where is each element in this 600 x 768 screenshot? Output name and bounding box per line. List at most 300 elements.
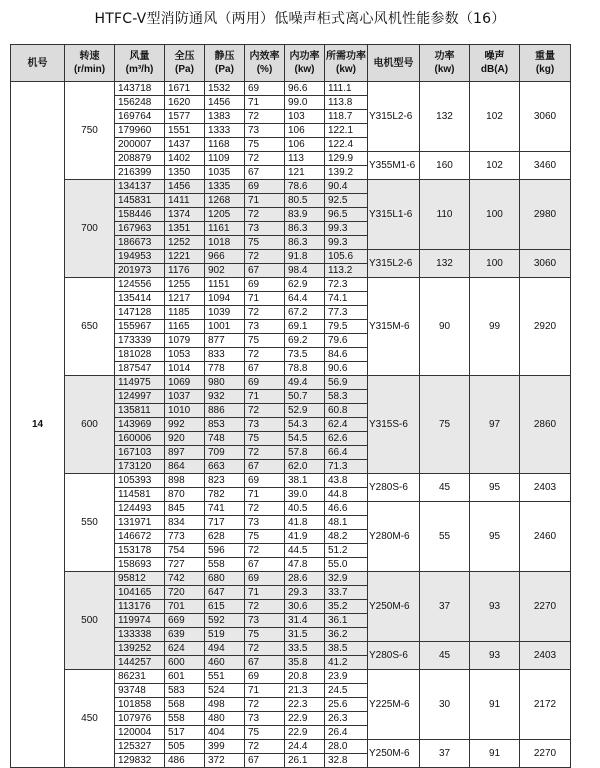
noise-cell: 102 <box>470 152 520 180</box>
internal-efficiency-cell: 67 <box>245 460 285 474</box>
static-pressure-cell: 519 <box>205 628 245 642</box>
internal-efficiency-cell: 73 <box>245 320 285 334</box>
motor-power-cell: 132 <box>420 250 470 278</box>
noise-cell: 91 <box>470 740 520 768</box>
required-power-cell: 113.2 <box>325 264 368 278</box>
internal-efficiency-cell: 72 <box>245 404 285 418</box>
motor-model-cell: Y355M1-6 <box>368 152 420 180</box>
internal-power-cell: 54.5 <box>285 432 325 446</box>
internal-efficiency-cell: 71 <box>245 586 285 600</box>
required-power-cell: 90.6 <box>325 362 368 376</box>
static-pressure-cell: 877 <box>205 334 245 348</box>
total-pressure-cell: 1456 <box>165 180 205 194</box>
static-pressure-cell: 399 <box>205 740 245 754</box>
internal-efficiency-cell: 75 <box>245 628 285 642</box>
static-pressure-cell: 1109 <box>205 152 245 166</box>
internal-power-cell: 20.8 <box>285 670 325 684</box>
airflow-cell: 113176 <box>115 600 165 614</box>
required-power-cell: 26.3 <box>325 712 368 726</box>
total-pressure-cell: 1069 <box>165 376 205 390</box>
total-pressure-cell: 898 <box>165 474 205 488</box>
required-power-cell: 36.2 <box>325 628 368 642</box>
required-power-cell: 48.1 <box>325 516 368 530</box>
required-power-cell: 36.1 <box>325 614 368 628</box>
static-pressure-cell: 1168 <box>205 138 245 152</box>
header-internal-efficiency: 内效率 (%) <box>245 45 285 82</box>
required-power-cell: 35.2 <box>325 600 368 614</box>
static-pressure-cell: 592 <box>205 614 245 628</box>
airflow-cell: 104165 <box>115 586 165 600</box>
static-pressure-cell: 1001 <box>205 320 245 334</box>
required-power-cell: 118.7 <box>325 110 368 124</box>
required-power-cell: 96.5 <box>325 208 368 222</box>
airflow-cell: 186673 <box>115 236 165 250</box>
internal-efficiency-cell: 69 <box>245 278 285 292</box>
airflow-cell: 135414 <box>115 292 165 306</box>
internal-efficiency-cell: 73 <box>245 516 285 530</box>
required-power-cell: 99.3 <box>325 236 368 250</box>
static-pressure-cell: 1268 <box>205 194 245 208</box>
internal-power-cell: 121 <box>285 166 325 180</box>
airflow-cell: 167963 <box>115 222 165 236</box>
motor-power-cell: 37 <box>420 740 470 768</box>
internal-efficiency-cell: 72 <box>245 110 285 124</box>
internal-power-cell: 96.6 <box>285 82 325 96</box>
internal-efficiency-cell: 75 <box>245 530 285 544</box>
static-pressure-cell: 1333 <box>205 124 245 138</box>
airflow-cell: 145831 <box>115 194 165 208</box>
header-noise: 噪声 dB(A) <box>470 45 520 82</box>
internal-power-cell: 78.6 <box>285 180 325 194</box>
internal-efficiency-cell: 72 <box>245 642 285 656</box>
total-pressure-cell: 558 <box>165 712 205 726</box>
total-pressure-cell: 754 <box>165 544 205 558</box>
static-pressure-cell: 680 <box>205 572 245 586</box>
total-pressure-cell: 1221 <box>165 250 205 264</box>
static-pressure-cell: 853 <box>205 418 245 432</box>
static-pressure-cell: 709 <box>205 446 245 460</box>
required-power-cell: 113.8 <box>325 96 368 110</box>
weight-cell: 3060 <box>520 82 571 152</box>
internal-power-cell: 54.3 <box>285 418 325 432</box>
internal-efficiency-cell: 72 <box>245 446 285 460</box>
noise-cell: 93 <box>470 642 520 670</box>
speed-cell: 550 <box>65 474 115 572</box>
motor-power-cell: 45 <box>420 474 470 502</box>
table-row <box>11 180 571 194</box>
static-pressure-cell: 778 <box>205 362 245 376</box>
internal-power-cell: 69.2 <box>285 334 325 348</box>
required-power-cell: 105.6 <box>325 250 368 264</box>
airflow-cell: 173339 <box>115 334 165 348</box>
airflow-cell: 144257 <box>115 656 165 670</box>
header-required-power: 所需功率 (kw) <box>325 45 368 82</box>
internal-efficiency-cell: 72 <box>245 208 285 222</box>
total-pressure-cell: 1411 <box>165 194 205 208</box>
airflow-cell: 146672 <box>115 530 165 544</box>
airflow-cell: 156248 <box>115 96 165 110</box>
table-row <box>11 572 571 586</box>
airflow-cell: 107976 <box>115 712 165 726</box>
airflow-cell: 173120 <box>115 460 165 474</box>
static-pressure-cell: 1383 <box>205 110 245 124</box>
motor-power-cell: 160 <box>420 152 470 180</box>
airflow-cell: 129832 <box>115 754 165 768</box>
airflow-cell: 155967 <box>115 320 165 334</box>
airflow-cell: 153178 <box>115 544 165 558</box>
required-power-cell: 62.4 <box>325 418 368 432</box>
page-title: HTFC-V型消防通风（两用）低噪声柜式离心风机性能参数（16） <box>94 11 506 27</box>
internal-power-cell: 57.8 <box>285 446 325 460</box>
internal-power-cell: 106 <box>285 124 325 138</box>
required-power-cell: 129.9 <box>325 152 368 166</box>
table-row <box>11 474 571 488</box>
required-power-cell: 74.1 <box>325 292 368 306</box>
speed-cell: 650 <box>65 278 115 376</box>
airflow-cell: 119974 <box>115 614 165 628</box>
required-power-cell: 58.3 <box>325 390 368 404</box>
airflow-cell: 167103 <box>115 446 165 460</box>
total-pressure-cell: 897 <box>165 446 205 460</box>
total-pressure-cell: 845 <box>165 502 205 516</box>
internal-efficiency-cell: 67 <box>245 656 285 670</box>
internal-power-cell: 28.6 <box>285 572 325 586</box>
internal-efficiency-cell: 72 <box>245 348 285 362</box>
motor-model-cell: Y315L1-6 <box>368 180 420 250</box>
internal-power-cell: 67.2 <box>285 306 325 320</box>
airflow-cell: 169764 <box>115 110 165 124</box>
total-pressure-cell: 1551 <box>165 124 205 138</box>
airflow-cell: 114581 <box>115 488 165 502</box>
total-pressure-cell: 1165 <box>165 320 205 334</box>
weight-cell: 2860 <box>520 376 571 474</box>
airflow-cell: 134137 <box>115 180 165 194</box>
airflow-cell: 179960 <box>115 124 165 138</box>
internal-power-cell: 73.5 <box>285 348 325 362</box>
internal-power-cell: 24.4 <box>285 740 325 754</box>
internal-power-cell: 41.8 <box>285 516 325 530</box>
total-pressure-cell: 1010 <box>165 404 205 418</box>
motor-power-cell: 55 <box>420 502 470 572</box>
internal-efficiency-cell: 75 <box>245 726 285 740</box>
internal-power-cell: 47.8 <box>285 558 325 572</box>
total-pressure-cell: 992 <box>165 418 205 432</box>
internal-efficiency-cell: 71 <box>245 488 285 502</box>
internal-power-cell: 98.4 <box>285 264 325 278</box>
header-airflow: 风量 (m³/h) <box>115 45 165 82</box>
weight-cell: 2403 <box>520 642 571 670</box>
required-power-cell: 62.6 <box>325 432 368 446</box>
airflow-cell: 187547 <box>115 362 165 376</box>
speed-cell: 750 <box>65 82 115 180</box>
required-power-cell: 66.4 <box>325 446 368 460</box>
internal-efficiency-cell: 72 <box>245 502 285 516</box>
motor-power-cell: 110 <box>420 180 470 250</box>
static-pressure-cell: 1161 <box>205 222 245 236</box>
motor-power-cell: 45 <box>420 642 470 670</box>
internal-efficiency-cell: 72 <box>245 740 285 754</box>
total-pressure-cell: 834 <box>165 516 205 530</box>
static-pressure-cell: 1532 <box>205 82 245 96</box>
total-pressure-cell: 864 <box>165 460 205 474</box>
noise-cell: 95 <box>470 474 520 502</box>
total-pressure-cell: 1037 <box>165 390 205 404</box>
internal-power-cell: 69.1 <box>285 320 325 334</box>
internal-power-cell: 44.5 <box>285 544 325 558</box>
motor-model-cell: Y280S-6 <box>368 474 420 502</box>
speed-cell: 500 <box>65 572 115 670</box>
required-power-cell: 122.1 <box>325 124 368 138</box>
internal-power-cell: 50.7 <box>285 390 325 404</box>
static-pressure-cell: 1094 <box>205 292 245 306</box>
airflow-cell: 160006 <box>115 432 165 446</box>
internal-power-cell: 22.9 <box>285 726 325 740</box>
static-pressure-cell: 932 <box>205 390 245 404</box>
internal-power-cell: 113 <box>285 152 325 166</box>
airflow-cell: 86231 <box>115 670 165 684</box>
internal-power-cell: 86.3 <box>285 236 325 250</box>
static-pressure-cell: 782 <box>205 488 245 502</box>
internal-efficiency-cell: 72 <box>245 544 285 558</box>
required-power-cell: 72.3 <box>325 278 368 292</box>
weight-cell: 2270 <box>520 572 571 642</box>
weight-cell: 2403 <box>520 474 571 502</box>
total-pressure-cell: 1374 <box>165 208 205 222</box>
required-power-cell: 84.6 <box>325 348 368 362</box>
static-pressure-cell: 966 <box>205 250 245 264</box>
required-power-cell: 99.3 <box>325 222 368 236</box>
internal-power-cell: 40.5 <box>285 502 325 516</box>
internal-efficiency-cell: 73 <box>245 124 285 138</box>
internal-efficiency-cell: 75 <box>245 334 285 348</box>
static-pressure-cell: 494 <box>205 642 245 656</box>
motor-power-cell: 132 <box>420 82 470 152</box>
table-row <box>11 376 571 390</box>
internal-power-cell: 35.8 <box>285 656 325 670</box>
airflow-cell: 93748 <box>115 684 165 698</box>
airflow-cell: 208879 <box>115 152 165 166</box>
total-pressure-cell: 1079 <box>165 334 205 348</box>
total-pressure-cell: 1402 <box>165 152 205 166</box>
speed-cell: 600 <box>65 376 115 474</box>
airflow-cell: 105393 <box>115 474 165 488</box>
total-pressure-cell: 742 <box>165 572 205 586</box>
required-power-cell: 33.7 <box>325 586 368 600</box>
total-pressure-cell: 720 <box>165 586 205 600</box>
airflow-cell: 158446 <box>115 208 165 222</box>
internal-power-cell: 29.3 <box>285 586 325 600</box>
required-power-cell: 51.2 <box>325 544 368 558</box>
header-weight: 重量 (kg) <box>520 45 571 82</box>
motor-model-cell: Y315M-6 <box>368 278 420 376</box>
airflow-cell: 124556 <box>115 278 165 292</box>
required-power-cell: 79.5 <box>325 320 368 334</box>
motor-model-cell: Y280M-6 <box>368 502 420 572</box>
airflow-cell: 131971 <box>115 516 165 530</box>
total-pressure-cell: 870 <box>165 488 205 502</box>
static-pressure-cell: 1039 <box>205 306 245 320</box>
airflow-cell: 139252 <box>115 642 165 656</box>
total-pressure-cell: 1350 <box>165 166 205 180</box>
static-pressure-cell: 1335 <box>205 180 245 194</box>
total-pressure-cell: 1577 <box>165 110 205 124</box>
internal-power-cell: 22.3 <box>285 698 325 712</box>
internal-efficiency-cell: 67 <box>245 362 285 376</box>
static-pressure-cell: 741 <box>205 502 245 516</box>
total-pressure-cell: 1014 <box>165 362 205 376</box>
airflow-cell: 158693 <box>115 558 165 572</box>
required-power-cell: 32.9 <box>325 572 368 586</box>
noise-cell: 100 <box>470 250 520 278</box>
internal-efficiency-cell: 72 <box>245 600 285 614</box>
speed-cell: 700 <box>65 180 115 278</box>
static-pressure-cell: 1456 <box>205 96 245 110</box>
required-power-cell: 48.2 <box>325 530 368 544</box>
weight-cell: 2270 <box>520 740 571 768</box>
internal-efficiency-cell: 71 <box>245 390 285 404</box>
header-internal-power: 内功率 (kw) <box>285 45 325 82</box>
required-power-cell: 43.8 <box>325 474 368 488</box>
internal-efficiency-cell: 71 <box>245 292 285 306</box>
static-pressure-cell: 902 <box>205 264 245 278</box>
total-pressure-cell: 1176 <box>165 264 205 278</box>
total-pressure-cell: 568 <box>165 698 205 712</box>
internal-efficiency-cell: 69 <box>245 180 285 194</box>
internal-power-cell: 86.3 <box>285 222 325 236</box>
motor-model-cell: Y225M-6 <box>368 670 420 740</box>
total-pressure-cell: 669 <box>165 614 205 628</box>
internal-efficiency-cell: 73 <box>245 418 285 432</box>
internal-power-cell: 52.9 <box>285 404 325 418</box>
static-pressure-cell: 717 <box>205 516 245 530</box>
total-pressure-cell: 600 <box>165 656 205 670</box>
header-speed: 转速 (r/min) <box>65 45 115 82</box>
noise-cell: 91 <box>470 670 520 740</box>
required-power-cell: 41.2 <box>325 656 368 670</box>
internal-efficiency-cell: 67 <box>245 754 285 768</box>
required-power-cell: 23.9 <box>325 670 368 684</box>
weight-cell: 2172 <box>520 670 571 740</box>
motor-power-cell: 75 <box>420 376 470 474</box>
total-pressure-cell: 701 <box>165 600 205 614</box>
motor-power-cell: 37 <box>420 572 470 642</box>
total-pressure-cell: 1252 <box>165 236 205 250</box>
airflow-cell: 143718 <box>115 82 165 96</box>
machine-no-cell: 14 <box>11 82 65 768</box>
internal-efficiency-cell: 67 <box>245 264 285 278</box>
airflow-cell: 133338 <box>115 628 165 642</box>
header-motor-model: 电机型号 <box>368 45 420 82</box>
internal-power-cell: 99.0 <box>285 96 325 110</box>
total-pressure-cell: 727 <box>165 558 205 572</box>
static-pressure-cell: 615 <box>205 600 245 614</box>
weight-cell: 3060 <box>520 250 571 278</box>
table-row <box>11 278 571 292</box>
weight-cell: 2920 <box>520 278 571 376</box>
internal-power-cell: 30.6 <box>285 600 325 614</box>
internal-power-cell: 83.9 <box>285 208 325 222</box>
airflow-cell: 147128 <box>115 306 165 320</box>
required-power-cell: 46.6 <box>325 502 368 516</box>
static-pressure-cell: 460 <box>205 656 245 670</box>
airflow-cell: 143969 <box>115 418 165 432</box>
total-pressure-cell: 601 <box>165 670 205 684</box>
motor-model-cell: Y315L2-6 <box>368 82 420 152</box>
weight-cell: 2980 <box>520 180 571 250</box>
motor-model-cell: Y315L2-6 <box>368 250 420 278</box>
static-pressure-cell: 372 <box>205 754 245 768</box>
internal-power-cell: 21.3 <box>285 684 325 698</box>
internal-efficiency-cell: 67 <box>245 558 285 572</box>
internal-power-cell: 106 <box>285 138 325 152</box>
internal-efficiency-cell: 71 <box>245 96 285 110</box>
static-pressure-cell: 980 <box>205 376 245 390</box>
table-header-row <box>11 45 571 82</box>
airflow-cell: 200007 <box>115 138 165 152</box>
header-static-pressure: 静压 (Pa) <box>205 45 245 82</box>
weight-cell: 2460 <box>520 502 571 572</box>
internal-power-cell: 31.5 <box>285 628 325 642</box>
motor-model-cell: Y315S-6 <box>368 376 420 474</box>
internal-power-cell: 26.1 <box>285 754 325 768</box>
motor-model-cell: Y280S-6 <box>368 642 420 670</box>
table-row <box>11 82 571 96</box>
required-power-cell: 92.5 <box>325 194 368 208</box>
required-power-cell: 122.4 <box>325 138 368 152</box>
static-pressure-cell: 524 <box>205 684 245 698</box>
table-row <box>11 670 571 684</box>
internal-power-cell: 41.9 <box>285 530 325 544</box>
static-pressure-cell: 404 <box>205 726 245 740</box>
required-power-cell: 55.0 <box>325 558 368 572</box>
total-pressure-cell: 1053 <box>165 348 205 362</box>
static-pressure-cell: 1035 <box>205 166 245 180</box>
header-motor-power: 功率 (kw) <box>420 45 470 82</box>
noise-cell: 97 <box>470 376 520 474</box>
internal-power-cell: 62.9 <box>285 278 325 292</box>
airflow-cell: 101858 <box>115 698 165 712</box>
required-power-cell: 139.2 <box>325 166 368 180</box>
header-machine-no: 机号 <box>11 45 65 82</box>
airflow-cell: 95812 <box>115 572 165 586</box>
internal-power-cell: 33.5 <box>285 642 325 656</box>
internal-power-cell: 91.8 <box>285 250 325 264</box>
total-pressure-cell: 624 <box>165 642 205 656</box>
static-pressure-cell: 748 <box>205 432 245 446</box>
noise-cell: 100 <box>470 180 520 250</box>
static-pressure-cell: 558 <box>205 558 245 572</box>
required-power-cell: 44.8 <box>325 488 368 502</box>
static-pressure-cell: 823 <box>205 474 245 488</box>
required-power-cell: 28.0 <box>325 740 368 754</box>
required-power-cell: 77.3 <box>325 306 368 320</box>
noise-cell: 95 <box>470 502 520 572</box>
internal-power-cell: 38.1 <box>285 474 325 488</box>
required-power-cell: 25.6 <box>325 698 368 712</box>
internal-efficiency-cell: 69 <box>245 670 285 684</box>
header-total-pressure: 全压 (Pa) <box>165 45 205 82</box>
performance-table <box>10 44 571 768</box>
airflow-cell: 124493 <box>115 502 165 516</box>
internal-efficiency-cell: 67 <box>245 166 285 180</box>
required-power-cell: 71.3 <box>325 460 368 474</box>
total-pressure-cell: 517 <box>165 726 205 740</box>
internal-power-cell: 64.4 <box>285 292 325 306</box>
internal-efficiency-cell: 75 <box>245 432 285 446</box>
static-pressure-cell: 551 <box>205 670 245 684</box>
static-pressure-cell: 663 <box>205 460 245 474</box>
internal-efficiency-cell: 69 <box>245 376 285 390</box>
